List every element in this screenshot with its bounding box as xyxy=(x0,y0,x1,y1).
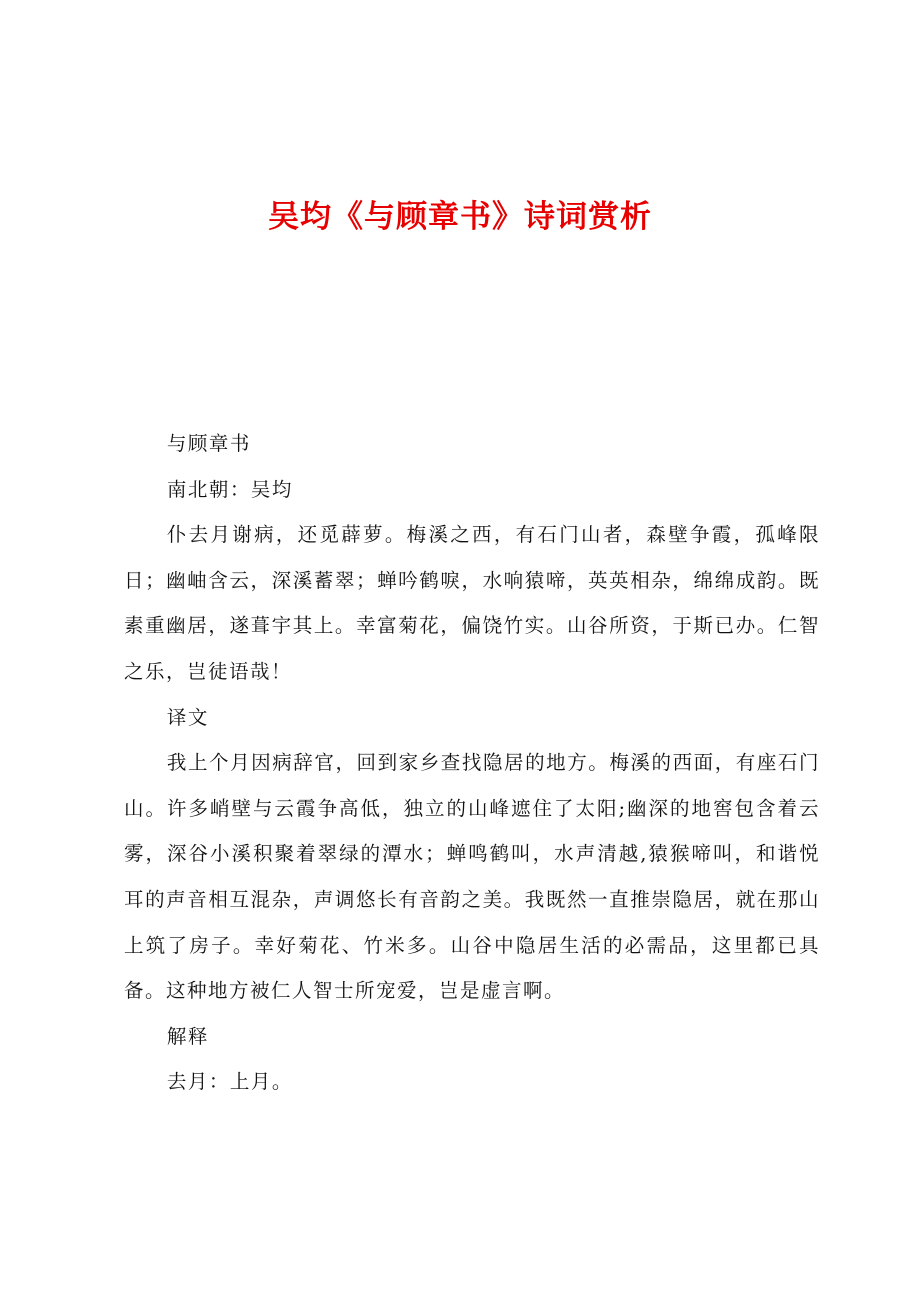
poem-original-text: 仆去月谢病，还觅薜萝。梅溪之西，有石门山者，森壁争霞，孤峰限日；幽岫含云，深溪蓄翠；蝉吟鹤唳，水响猿啼，英英相杂，绵绵成韵。既素重幽居，遂葺宇其上。幸富菊花，偏饶竹实。山谷所资，于斯已办。仁智之乐，岂徒语哉！ xyxy=(124,523,820,683)
translation-heading: 译文 xyxy=(166,705,209,729)
translation-text: 我上个月因病辞官，回到家乡查找隐居的地方。梅溪的西面，有座石门山。许多峭壁与云霞争高低，独立的山峰遮住了太阳;幽深的地窖包含着云雾，深谷小溪积聚着翠绿的潭水；蝉鸣鹤叫，水声清越,猿猴啼叫，和谐悦耳的声音相互混杂，声调悠长有音韵之美。我既然一直推崇隐居，就在那山上筑了房子。幸好菊花、竹米多。山谷中隐居生活的必需品，这里都已具备。这种地方被仁人智士所宠爱，岂是虚言啊。 xyxy=(124,751,820,1003)
explanation-heading: 解释 xyxy=(166,1024,209,1048)
poem-author: 南北朝：吴均 xyxy=(166,477,293,501)
explanation-item: 去月：上月。 xyxy=(166,1070,293,1094)
poem-title: 与顾章书 xyxy=(166,432,251,455)
document-title: 吴均《与顾章书》诗词赏析 xyxy=(268,199,652,235)
document-body xyxy=(124,421,820,1105)
